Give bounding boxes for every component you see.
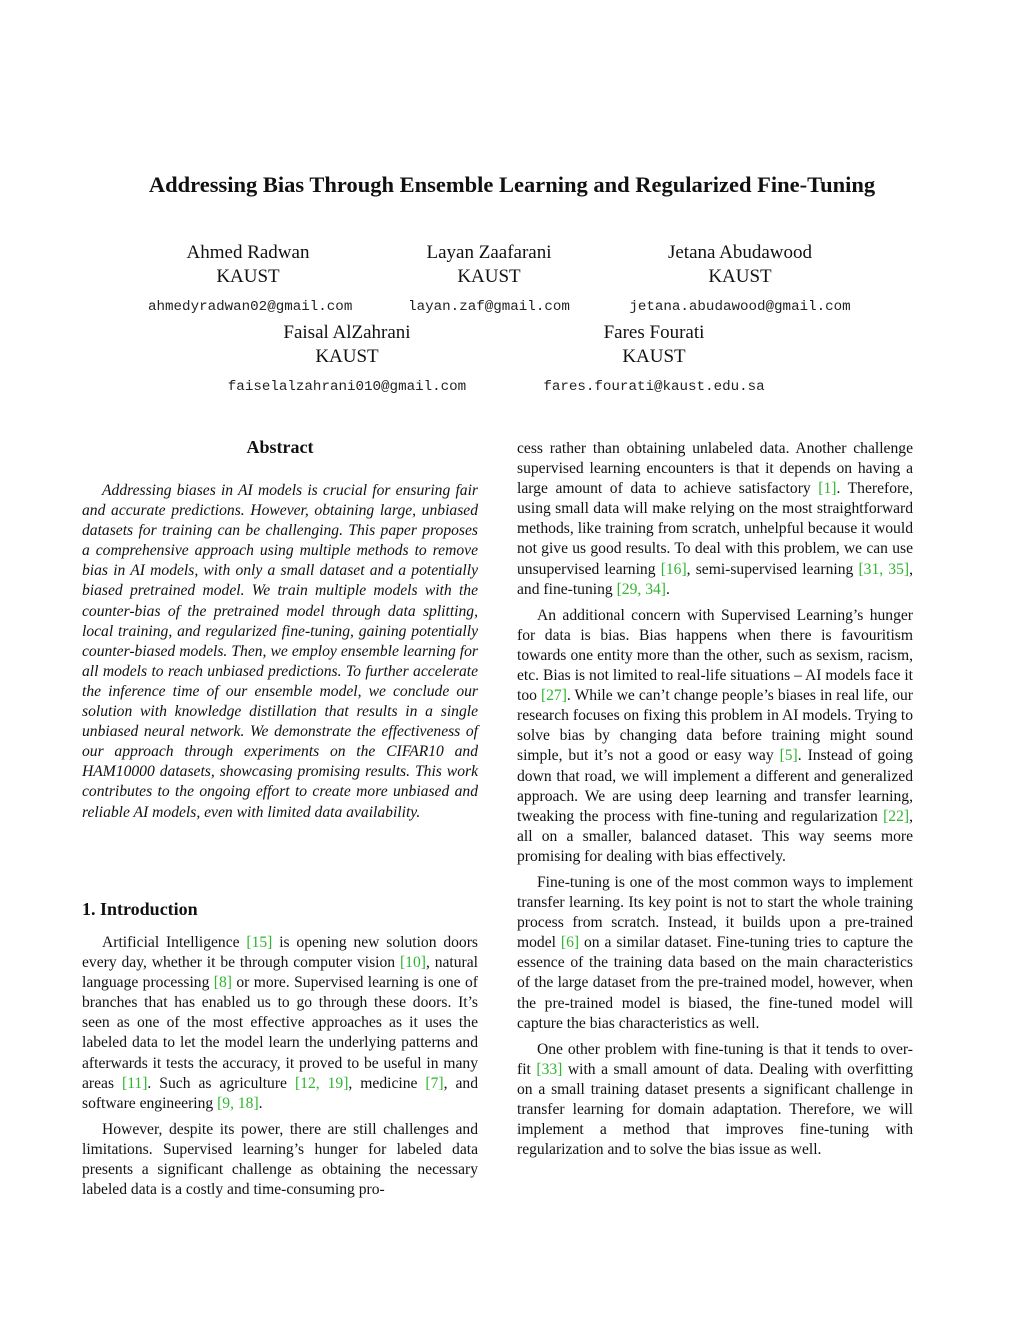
citation-link[interactable]: [33] [536, 1060, 563, 1078]
citation-link[interactable]: [6] [560, 934, 580, 952]
author-email[interactable]: ahmedyradwan02@gmail.com [148, 299, 353, 315]
body-paragraph: Artificial Intelligence [15] is opening new solution doors every day, whether it be through computer vision [10], natural language processing [8] or more. Supervised learning is one of branches that has enabled us to go through these doors. It’s seen as one of the most effective approaches as it uses the labeled data to let the model learn the underlying patterns and afterwards it tests the accuracy, it proved to be useful in many areas [11]. Such as agriculture [12, 19], medicine [7], and software engineering [9, 18]. [82, 934, 478, 1112]
citation-link[interactable]: [5] [779, 747, 798, 765]
section-heading-introduction: 1. Introduction [82, 899, 198, 919]
body-paragraph: However, despite its power, there are still challenges and limitations. Supervised learning’s hunger for labeled data presents a significant challenge as obtaining the necessary labeled data is a costly and time-consuming pro- [82, 1120, 478, 1199]
citation-link[interactable]: [10] [399, 954, 426, 972]
author-name: Layan Zaafarani [426, 242, 552, 263]
author-affiliation: KAUST [708, 266, 772, 287]
author-email[interactable]: jetana.abudawood@gmail.com [629, 299, 851, 315]
author-affiliation: KAUST [315, 346, 379, 367]
abstract-body [82, 481, 478, 823]
citation-link[interactable]: [31, 35] [858, 560, 910, 578]
citation-link[interactable]: [12, 19] [294, 1074, 349, 1092]
citation-link[interactable]: [11] [122, 1074, 148, 1092]
author-block [389, 241, 589, 319]
author-email[interactable]: layan.zaf@gmail.com [408, 299, 570, 315]
citation-link[interactable]: [22] [883, 807, 910, 825]
author-name: Jetana Abudawood [667, 242, 813, 263]
paper-title: Addressing Bias Through Ensemble Learning and Regularized Fine-Tuning [148, 172, 876, 197]
body-paragraph: One other problem with fine-tuning is that it tends to over-fit [33] with a small amount of data. Dealing with overfitting on a small training dataset presents a significant challenge in transfer learning for domain adaptation. Therefore, we will implement a method that improves fine-tuning with regularization and to solve the bias issue as well. [517, 1040, 913, 1159]
intro-left-column [82, 933, 478, 1200]
author-block [620, 241, 860, 319]
author-affiliation: KAUST [622, 346, 686, 367]
citation-link[interactable]: [29, 34] [616, 580, 666, 598]
author-affiliation: KAUST [457, 266, 521, 287]
abstract-paragraph: Addressing biases in AI models is crucial for ensuring fair and accurate predictions. However, obtaining large, unbiased datasets for training can be challenging. This paper proposes a comprehensive approach using multiple methods to remove bias in AI models, with only a small dataset and a potentially biased pretrained model. We train multiple models with the counter-bias of the pretrained model through data splitting, local training, and regularized fine-tuning, gaining potentially counter-biased models. Then, we employ ensemble learning for all models to reach unbiased predictions. To further accelerate the inference time of our ensemble model, we conclude our solution with knowledge distillation that results in a single unbiased neural network. We demonstrate the effectiveness of our approach through experiments on the CIFAR10 and HAM10000 datasets, showcasing promising results. This work contributes to the ongoing effort to create more unbiased and reliable AI models, even with limited data availability. [82, 482, 478, 821]
author-block [222, 321, 472, 399]
author-email[interactable]: faiselalzahrani010@gmail.com [227, 379, 467, 395]
citation-link[interactable]: [9, 18] [217, 1094, 259, 1112]
author-name: Ahmed Radwan [186, 242, 310, 263]
citation-link[interactable]: [16] [660, 560, 687, 578]
citation-link[interactable]: [8] [213, 974, 232, 992]
citation-link[interactable]: [1] [818, 480, 837, 498]
intro-right-column [517, 439, 913, 1160]
author-email[interactable]: fares.fourati@kaust.edu.sa [543, 379, 765, 395]
body-paragraph: An additional concern with Supervised Learning’s hunger for data is bias. Bias happens when there is favouritism towards one entity more than the other, such as sexism, racism, etc. Bias is not limited to real-life situations – AI models face it too [27]. While we can’t change people’s biases in real life, our research focuses on fixing this problem in AI models. Trying to solve bias by changing data before training might sound simple, but it’s not a good or easy way [5]. Instead of going down that road, we will implement a different and generalized approach. We are using deep learning and transfer learning, tweaking the process with fine-tuning and regularization [22], all on a smaller, balanced dataset. This way seems more promising for dealing with bias effectively. [517, 606, 913, 865]
author-block [148, 241, 353, 319]
abstract-heading: Abstract [246, 437, 314, 457]
author-block [534, 321, 774, 399]
body-paragraph: cess rather than obtaining unlabeled data. Another challenge supervised learning encounters is that it depends on having a large amount of data to achieve satisfactory [1]. Therefore, using small data will make relying on the most straightforward methods, like training from scratch, unhelpful because it would not give us good results. To deal with this problem, we can use unsupervised learning [16], semi-supervised learning [31, 35], and fine-tuning [29, 34]. [517, 440, 914, 598]
author-name: Faisal AlZahrani [283, 322, 411, 343]
author-name: Fares Fourati [603, 322, 705, 343]
citation-link[interactable]: [27] [540, 687, 567, 705]
author-affiliation: KAUST [216, 266, 280, 287]
citation-link[interactable]: [15] [246, 934, 273, 951]
body-paragraph: Fine-tuning is one of the most common ways to implement transfer learning. Its key point is not to start the whole training process from scratch. Instead, it builds upon a pre-trained model [6] on a similar dataset. Fine-tuning tries to capture the essence of the training data based on the main characteristics of the large dataset from the pre-trained model, however, when the pre-trained model is biased, the fine-tuned model will capture the bias characteristics as well. [517, 873, 913, 1032]
citation-link[interactable]: [7] [425, 1074, 444, 1092]
